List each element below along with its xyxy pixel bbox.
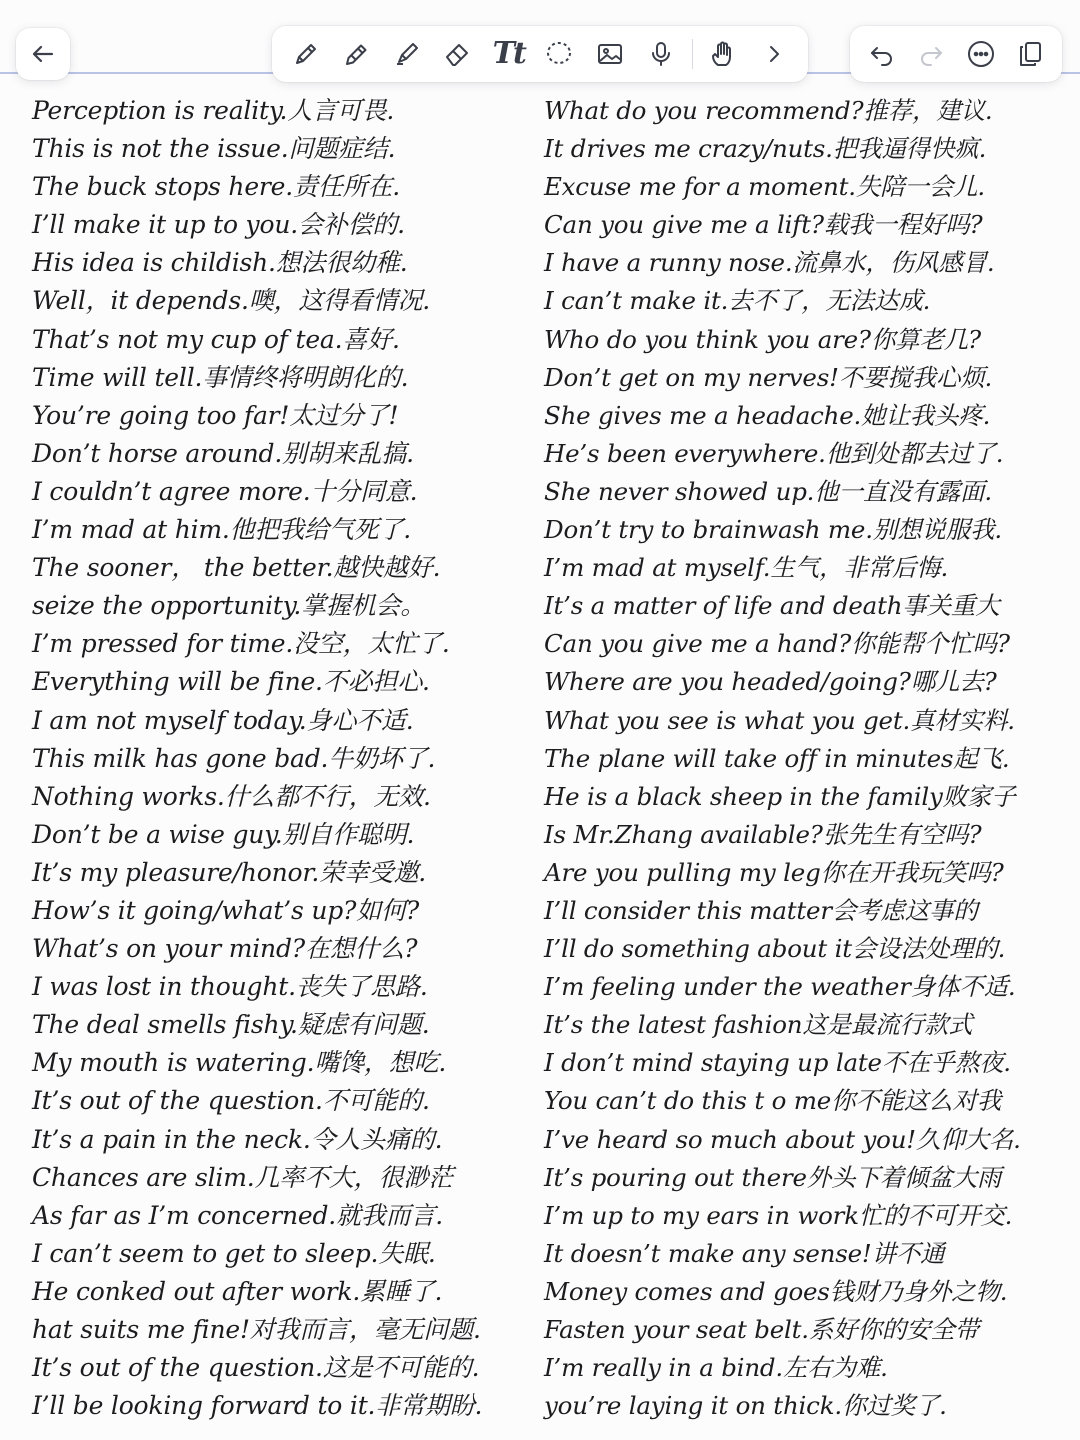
note-line: Where are you headed/going?哪儿去? (544, 667, 997, 697)
arrow-left-icon[interactable] (23, 34, 63, 74)
note-line: That’s not my cup of tea.喜好. (32, 324, 400, 354)
undo-icon[interactable] (862, 34, 902, 74)
note-line: Time will tell.事情终将明朗化的. (32, 362, 409, 392)
note-line: It’s the latest fashion这是最流行款式 (544, 1010, 973, 1040)
note-line: The buck stops here.责任所在. (32, 172, 400, 202)
note-line: This milk has gone bad.牛奶坏了. (32, 743, 436, 773)
note-line: I have a runny nose.流鼻水，伤风感冒. (544, 248, 995, 278)
pages-icon[interactable] (1010, 34, 1050, 74)
note-line: I’m feeling under the weather身体不适. (544, 972, 1016, 1002)
hand-gesture-icon[interactable] (703, 34, 743, 74)
note-line: I’ll be looking forward to it.非常期盼. (32, 1391, 483, 1421)
text-tool-label: Tt (492, 36, 525, 71)
note-line: I’m mad at him.他把我给气死了. (32, 515, 412, 545)
note-line: Is Mr.Zhang available?张先生有空吗? (544, 819, 982, 849)
note-line: Nothing works.什么都不行，无效. (32, 781, 431, 811)
pen-icon[interactable] (286, 34, 326, 74)
highlighter-icon[interactable] (387, 34, 427, 74)
note-line: Can you give me a hand?你能帮个忙吗? (544, 629, 1010, 659)
note-line: It drives me crazy/nuts.把我逼得快疯. (544, 134, 987, 164)
note-content (32, 92, 1072, 1425)
note-line: He’s been everywhere.他到处都去过了. (544, 438, 1004, 468)
note-line: She gives me a headache.她让我头疼. (544, 400, 991, 430)
note-line: you’re laying it on thick.你过奖了. (544, 1391, 947, 1421)
note-line: I can’t seem to get to sleep.失眠. (32, 1238, 436, 1268)
toolbar-divider (692, 39, 693, 69)
note-line: Don’t try to brainwash me.别想说服我. (544, 515, 1002, 545)
note-line: I am not myself today.身心不适. (32, 705, 414, 735)
note-line: I’m mad at myself.生气，非常后悔. (544, 553, 949, 583)
note-line: I’ve heard so much about you!久仰大名. (544, 1124, 1021, 1154)
note-line: Money comes and goes钱财乃身外之物. (544, 1276, 1008, 1306)
back-button[interactable] (16, 28, 70, 80)
microphone-icon[interactable] (641, 34, 681, 74)
note-line: Don’t get on my nerves!不要搅我心烦. (544, 362, 993, 392)
note-line: His idea is childish.想法很幼稚. (32, 248, 408, 278)
note-line: Don’t be a wise guy.别自作聪明. (32, 819, 415, 849)
note-line: Can you give me a lift?载我一程好吗? (544, 210, 983, 240)
note-line: It’s pouring out there外头下着倾盆大雨 (544, 1162, 1002, 1192)
note-line: How’s it going/what’s up?如何? (32, 895, 420, 925)
drawing-toolbar (272, 26, 808, 82)
note-line: It doesn’t make any sense!讲不通 (544, 1238, 945, 1268)
left-column (32, 92, 532, 1425)
redo-icon[interactable] (911, 34, 951, 74)
note-line: Chances are slim.几率不大，很渺茫 (32, 1162, 453, 1192)
right-column (544, 92, 1072, 1425)
note-line: Well，it depends.噢，这得看情况. (32, 286, 431, 316)
note-line: I’ll make it up to you.会补偿的. (32, 210, 405, 240)
more-icon[interactable] (961, 34, 1001, 74)
note-line: As far as I’m concerned.就我而言. (32, 1200, 443, 1230)
lasso-icon[interactable] (539, 34, 579, 74)
note-line: Perception is reality.人言可畏. (32, 96, 395, 125)
text-tool-icon[interactable] (489, 34, 529, 74)
note-line: I’m really in a bind.左右为难. (544, 1353, 888, 1383)
note-line: I’ll consider this matter会考虑这事的 (544, 895, 978, 925)
note-line: You can’t do this t o me你不能这么对我 (544, 1086, 1002, 1116)
note-line: The deal smells fishy.疑虑有问题. (32, 1010, 430, 1040)
note-line: My mouth is watering.嘴馋，想吃. (32, 1048, 447, 1078)
note-line: I couldn’t agree more.十分同意. (32, 476, 418, 506)
image-icon[interactable] (590, 34, 630, 74)
note-line: I’ll do something about it会设法处理的. (544, 934, 1006, 964)
note-line: It’s a pain in the neck.令人头痛的. (32, 1124, 443, 1154)
note-line: hat suits me fine!对我而言，毫无问题. (32, 1315, 481, 1344)
note-line: What’s on your mind?在想什么? (32, 934, 418, 964)
note-line: What do you recommend?推荐，建议. (544, 96, 993, 125)
note-line: It’s my pleasure/honor.荣幸受邀. (32, 857, 427, 887)
note-line: The sooner， the better.越快越好. (32, 553, 441, 583)
note-line: Fasten your seat belt.系好你的安全带 (544, 1315, 979, 1344)
note-line: I can’t make it.去不了，无法达成. (544, 286, 931, 316)
note-line: Excuse me for a moment.失陪一会儿. (544, 172, 985, 202)
note-line: Everything will be fine.不必担心. (32, 667, 430, 697)
note-line: She never showed up.他一直没有露面. (544, 476, 992, 506)
eraser-icon[interactable] (438, 34, 478, 74)
note-line: Who do you think you are?你算老几? (544, 324, 981, 354)
note-line: Are you pulling my leg你在开我玩笑吗? (544, 857, 1004, 887)
note-line: It’s out of the question.这是不可能的. (32, 1353, 480, 1383)
chevron-right-icon[interactable] (754, 34, 794, 74)
note-line: What you see is what you get.真材实料. (544, 705, 1015, 735)
note-line: He is a black sheep in the family败家子 (544, 781, 1016, 811)
note-line: Don’t horse around.别胡来乱搞. (32, 438, 414, 468)
note-line: I’m up to my ears in work忙的不可开交. (544, 1200, 1013, 1230)
note-line: He conked out after work.累睡了. (32, 1276, 443, 1306)
note-line: You’re going too far!太过分了! (32, 400, 399, 430)
note-line: seize the opportunity.掌握机会。 (32, 591, 426, 621)
note-line: I’m pressed for time.没空，太忙了. (32, 629, 450, 659)
note-line: I was lost in thought.丧失了思路. (32, 972, 428, 1002)
action-toolbar (850, 26, 1062, 82)
note-line: It’s out of the question.不可能的. (32, 1086, 430, 1116)
pencil-icon[interactable] (337, 34, 377, 74)
note-line: It’s a matter of life and death事关重大 (544, 591, 1000, 621)
note-line: The plane will take off in minutes起飞. (544, 743, 1010, 773)
note-line: This is not the issue.问题症结. (32, 134, 396, 164)
note-line: I don’t mind staying up late不在乎熬夜. (544, 1048, 1011, 1078)
